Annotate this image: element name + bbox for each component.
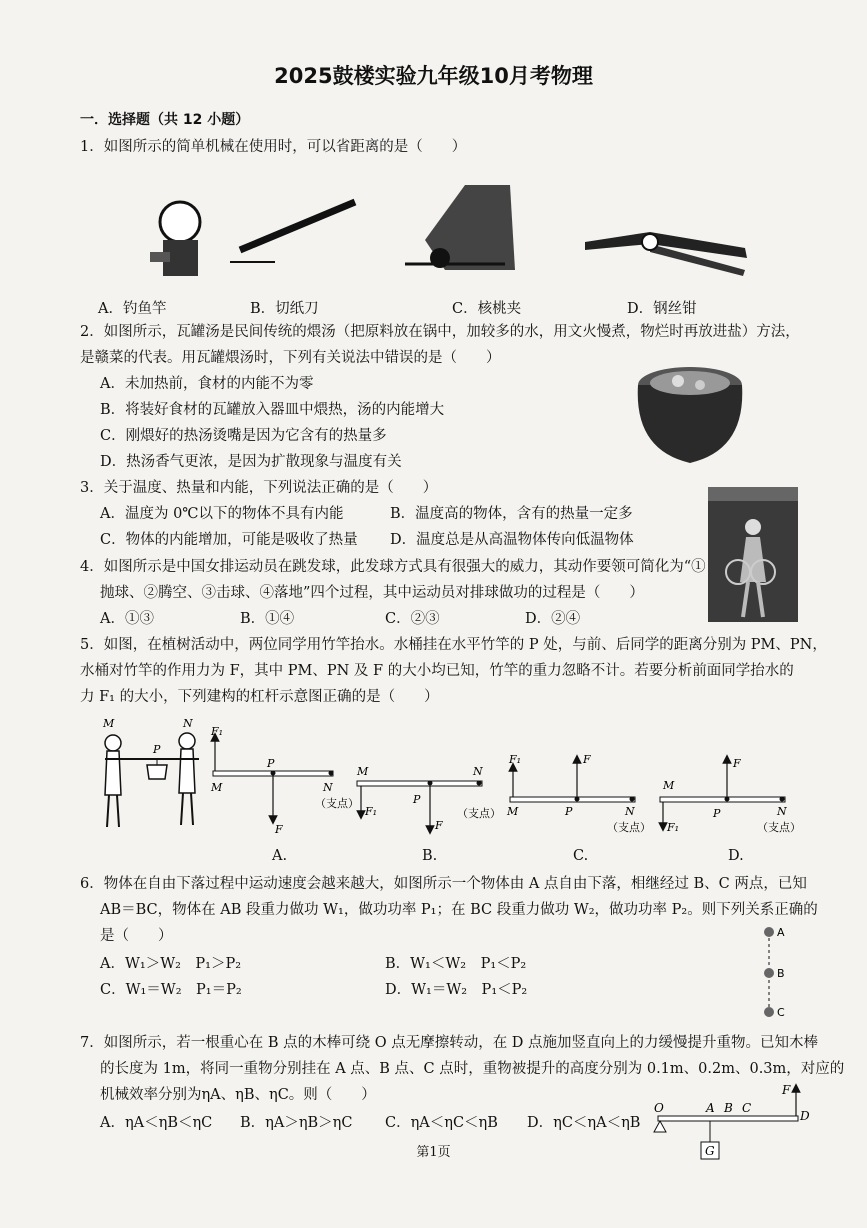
q2-stem-line2: 是赣菜的代表。用瓦罐煨汤时，下列有关说法中错误的是（ ） bbox=[80, 350, 501, 366]
q4-option-b[interactable]: B．①④ bbox=[240, 611, 295, 627]
q2-option-d[interactable]: D．热汤香气更浓，是因为扩散现象与温度有关 bbox=[100, 454, 402, 470]
q7-option-c[interactable]: C．ηA＜ηC＜ηB bbox=[385, 1115, 498, 1131]
q5-option-b[interactable]: B. bbox=[422, 848, 438, 864]
svg-text:F₁: F₁ bbox=[509, 753, 522, 766]
q1-stem: 1．如图所示的简单机械在使用时，可以省距离的是（ ） bbox=[80, 139, 467, 155]
svg-text:A: A bbox=[706, 1101, 715, 1115]
svg-text:B: B bbox=[777, 967, 785, 980]
lever-diagram-d bbox=[660, 757, 801, 834]
fig-label-n: N bbox=[183, 717, 193, 730]
q1-option-c[interactable]: C．核桃夹 bbox=[452, 301, 522, 317]
q6-option-a[interactable]: A．W₁＞W₂ P₁＞P₂ bbox=[100, 956, 242, 972]
svg-text:M: M bbox=[357, 765, 369, 778]
fig-label-m: M bbox=[103, 717, 115, 730]
svg-text:F₁: F₁ bbox=[211, 725, 224, 738]
svg-text:F: F bbox=[583, 753, 591, 766]
q7-stem-line1: 7．如图所示，若一根重心在 B 点的木棒可绕 O 点无摩擦转动，在 D 点施加竖直向上的力缓慢提升重物。已知木棒 bbox=[80, 1035, 819, 1051]
svg-text:F₁: F₁ bbox=[365, 805, 378, 818]
q6-option-d[interactable]: D．W₁＝W₂ P₁＜P₂ bbox=[385, 982, 528, 998]
q5-stem-line2: 水桶对竹竿的作用力为 F，其中 PM、PN 及 F 的大小均已知，竹竿的重力忽略不计。若要分析前面同学抬水的 bbox=[80, 663, 794, 679]
volleyball-player-image bbox=[708, 487, 798, 622]
q3-option-a[interactable]: A．温度为 0℃以下的物体不具有内能 bbox=[100, 506, 344, 522]
q3-option-d[interactable]: D．温度总是从高温物体传向低温物体 bbox=[390, 532, 634, 548]
q2-option-a[interactable]: A．未加热前，食材的内能不为零 bbox=[100, 376, 314, 392]
svg-text:N: N bbox=[625, 805, 635, 818]
page-title: 2025鼓楼实验九年级10月考物理 bbox=[274, 64, 593, 88]
q6-option-c[interactable]: C．W₁＝W₂ P₁＝P₂ bbox=[100, 982, 242, 998]
students-carrying-image bbox=[102, 717, 199, 827]
q3-stem: 3．关于温度、热量和内能，下列说法正确的是（ ） bbox=[80, 480, 438, 496]
q4-stem-line1: 4．如图所示是中国女排运动员在跳发球，此发球方式具有很强大的威力，其动作要领可简化为“① bbox=[80, 559, 706, 575]
svg-text:M: M bbox=[663, 779, 675, 792]
svg-text:N: N bbox=[473, 765, 483, 778]
lever-diagram-c bbox=[506, 753, 651, 834]
svg-text:N: N bbox=[777, 805, 787, 818]
svg-text:N: N bbox=[323, 781, 333, 794]
q7-stem-line2: 的长度为 1m，将同一重物分别挂在 A 点、B 点、C 点时，重物被提升的高度分别为 0.1m、0.2m、0.3m，对应的 bbox=[100, 1061, 845, 1077]
svg-text:（支点）: （支点） bbox=[315, 797, 359, 810]
svg-text:C: C bbox=[777, 1006, 785, 1019]
svg-text:F₁: F₁ bbox=[667, 821, 680, 834]
svg-text:A: A bbox=[777, 926, 785, 939]
falling-object-figure bbox=[755, 920, 795, 1020]
q5-figure bbox=[95, 715, 815, 840]
svg-text:P: P bbox=[713, 807, 721, 820]
q7-option-b[interactable]: B．ηA＞ηB＞ηC bbox=[240, 1115, 353, 1131]
svg-text:G: G bbox=[705, 1144, 715, 1158]
q5-option-a[interactable]: A. bbox=[272, 848, 288, 864]
svg-text:F: F bbox=[782, 1083, 791, 1097]
q5-option-c[interactable]: C. bbox=[573, 848, 589, 864]
fig-label-p: P bbox=[153, 743, 161, 756]
q7-stem-line3: 机械效率分别为ηA、ηB、ηC。则（ ） bbox=[100, 1087, 376, 1103]
q4-option-c[interactable]: C．②③ bbox=[385, 611, 440, 627]
page-number: 第1页 bbox=[416, 1145, 451, 1160]
q6-stem-line1: 6．物体在自由下落过程中运动速度会越来越大，如图所示一个物体由 A 点自由下落，相继经过 B、C 两点，已知 bbox=[80, 876, 807, 892]
svg-text:F: F bbox=[733, 757, 741, 770]
q2-stem-line1: 2．如图所示，瓦罐汤是民间传统的煨汤（把原料放在锅中，加较多的水，用文火慢煮，物烂时再放进盐）方法， bbox=[80, 324, 800, 340]
lever-diagram-a bbox=[210, 725, 359, 836]
fishing-rod-image bbox=[150, 202, 200, 276]
svg-text:P: P bbox=[565, 805, 573, 818]
q1-figure bbox=[105, 180, 785, 285]
svg-text:P: P bbox=[413, 793, 421, 806]
svg-text:D: D bbox=[800, 1109, 810, 1123]
q5-stem-line1: 5．如图，在植树活动中，两位同学用竹竿抬水。水桶挂在水平竹竿的 P 处，与前、后同学的距离分别为 PM、PN， bbox=[80, 637, 827, 653]
paper-cutter-image bbox=[230, 202, 355, 262]
pliers-image bbox=[585, 232, 747, 276]
svg-text:M: M bbox=[211, 781, 223, 794]
clay-pot-image bbox=[630, 355, 750, 467]
svg-text:（支点）: （支点） bbox=[457, 807, 501, 820]
svg-text:（支点）: （支点） bbox=[757, 821, 801, 834]
q2-option-c[interactable]: C．刚煨好的热汤烫嘴是因为它含有的热量多 bbox=[100, 428, 387, 444]
q6-stem-line2: AB＝BC，物体在 AB 段重力做功 W₁，做功功率 P₁；在 BC 段重力做功 W₂，做功功率 P₂。则下列关系正确的 bbox=[100, 902, 818, 918]
svg-text:C: C bbox=[742, 1101, 752, 1115]
q2-option-b[interactable]: B．将装好食材的瓦罐放入器皿中煨热，汤的内能增大 bbox=[100, 402, 445, 418]
svg-text:F: F bbox=[435, 819, 443, 832]
q3-option-b[interactable]: B．温度高的物体，含有的热量一定多 bbox=[390, 506, 633, 522]
q7-option-d[interactable]: D．ηC＜ηA＜ηB bbox=[527, 1115, 641, 1131]
q1-option-d[interactable]: D．钢丝钳 bbox=[627, 301, 697, 317]
q4-option-a[interactable]: A．①③ bbox=[100, 611, 154, 627]
svg-text:F: F bbox=[275, 823, 283, 836]
q3-option-c[interactable]: C．物体的内能增加，可能是吸收了热量 bbox=[100, 532, 358, 548]
nutcracker-image bbox=[405, 185, 515, 270]
q7-option-a[interactable]: A．ηA＜ηB＜ηC bbox=[100, 1115, 213, 1131]
q1-option-b[interactable]: B．切纸刀 bbox=[250, 301, 319, 317]
q4-stem-line2: 抛球、②腾空、③击球、④落地”四个过程，其中运动员对排球做功的过程是（ ） bbox=[100, 585, 644, 601]
q5-option-d[interactable]: D. bbox=[728, 848, 744, 864]
svg-text:P: P bbox=[267, 757, 275, 770]
section-heading: 一．选择题（共 12 小题） bbox=[80, 112, 250, 128]
q5-stem-line3: 力 F₁ 的大小，下列建构的杠杆示意图正确的是（ ） bbox=[80, 689, 439, 705]
svg-text:（支点）: （支点） bbox=[607, 821, 651, 834]
svg-text:O: O bbox=[654, 1101, 664, 1115]
svg-text:M: M bbox=[507, 805, 519, 818]
q1-option-a[interactable]: A．钓鱼竿 bbox=[98, 301, 167, 317]
q6-option-b[interactable]: B．W₁＜W₂ P₁＜P₂ bbox=[385, 956, 527, 972]
q6-stem-line3: 是（ ） bbox=[100, 928, 173, 944]
svg-text:B: B bbox=[724, 1101, 733, 1115]
lever-diagram-b bbox=[356, 765, 501, 832]
q4-option-d[interactable]: D．②④ bbox=[525, 611, 581, 627]
